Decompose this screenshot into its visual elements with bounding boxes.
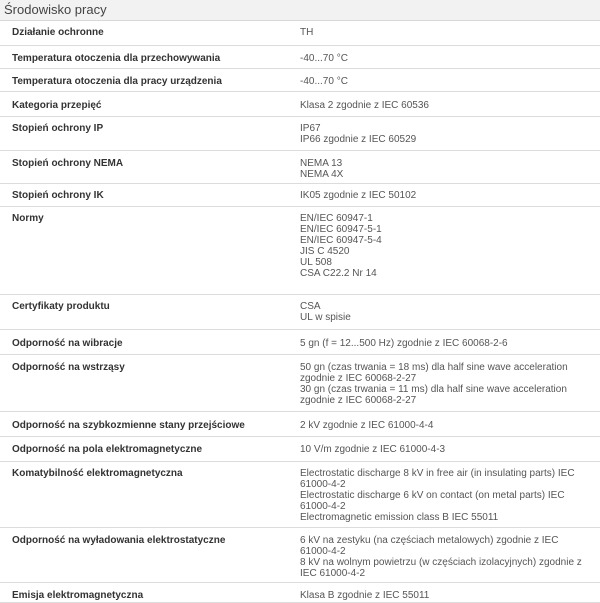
spec-value-line: UL 508: [300, 256, 332, 268]
spec-value-line: zgodnie z IEC 60068-2-27: [300, 394, 417, 406]
spec-value-line: 61000-4-2: [300, 545, 346, 557]
table-row: [0, 354, 600, 411]
spec-value: [300, 68, 600, 91]
spec-value-line: CSA C22.2 Nr 14: [300, 267, 377, 279]
spec-value: [300, 436, 600, 461]
spec-value-line: zgodnie z IEC 60068-2-27: [300, 372, 417, 384]
spec-value-line: 50 gn (czas trwania = 18 ms) dla half sine wave acceleration: [300, 361, 568, 373]
spec-value-line: UL w spisie: [300, 311, 351, 323]
table-row: [0, 411, 600, 436]
spec-value: [300, 582, 600, 602]
spec-value: [300, 527, 600, 582]
table-row: [0, 527, 600, 582]
spec-value-line: 30 gn (czas trwania = 11 ms) dla half sine wave acceleration: [300, 383, 567, 395]
spec-value-line: 61000-4-2: [300, 500, 346, 512]
table-row: [0, 116, 600, 150]
spec-value-line: EN/IEC 60947-5-4: [300, 234, 382, 246]
spec-value-line: 8 kV na wolnym powietrzu (w częściach izolacyjnych) zgodnie z: [300, 556, 582, 568]
spec-table-body: [0, 21, 600, 602]
spec-value: [300, 294, 600, 329]
spec-label: Kategoria przepięć: [12, 99, 102, 111]
spec-label: Emisja elektromagnetyczna: [12, 589, 144, 601]
spec-value-line: NEMA 4X: [300, 168, 344, 180]
table-row: [0, 183, 600, 206]
spec-label: Normy: [12, 212, 44, 224]
table-row: [0, 206, 600, 294]
spec-value-line: EN/IEC 60947-1: [300, 212, 373, 224]
table-row: [0, 582, 600, 602]
spec-label: Certyfikaty produktu: [12, 300, 110, 312]
spec-value-line: TH: [300, 27, 314, 38]
spec-label: Temperatura otoczenia dla pracy urządzenia: [12, 75, 222, 87]
spec-value-line: EN/IEC 60947-5-1: [300, 223, 382, 235]
spec-label: Temperatura otoczenia dla przechowywania: [12, 52, 221, 64]
table-row: [0, 436, 600, 461]
spec-value-line: IK05 zgodnie z IEC 50102: [300, 189, 417, 201]
spec-value-line: IEC 61000-4-2: [300, 567, 366, 579]
spec-value-line: 6 kV na zestyku (na częściach metalowych) zgodnie z IEC: [300, 534, 559, 546]
spec-value: [300, 354, 600, 411]
spec-value: [300, 91, 600, 116]
spec-label: Działanie ochronne: [12, 27, 104, 38]
spec-value: [300, 461, 600, 527]
spec-value: [300, 150, 600, 183]
spec-value: [300, 21, 600, 45]
spec-value-line: NEMA 13: [300, 157, 343, 169]
spec-value-line: CSA: [300, 300, 321, 312]
spec-label: Odporność na pola elektromagnetyczne: [12, 443, 203, 455]
spec-value-line: 10 V/m zgodnie z IEC 61000-4-3: [300, 443, 446, 455]
spec-value-line: IP67: [300, 122, 321, 134]
table-row: [0, 68, 600, 91]
spec-value-line: JIS C 4520: [300, 245, 350, 257]
spec-value-line: Electromagnetic emission class B IEC 55011: [300, 511, 499, 523]
spec-value: [300, 411, 600, 436]
spec-value-line: 61000-4-2: [300, 478, 346, 490]
spec-value-line: Klasa 2 zgodnie z IEC 60536: [300, 99, 429, 111]
spec-label: Stopień ochrony NEMA: [12, 157, 124, 169]
spec-value-line: IP66 zgodnie z IEC 60529: [300, 133, 417, 145]
table-row: [0, 461, 600, 527]
spec-value: [300, 329, 600, 354]
spec-value-line: Klasa B zgodnie z IEC 55011: [300, 589, 430, 601]
table-row: [0, 294, 600, 329]
spec-value-line: Electrostatic discharge 6 kV on contact (on metal parts) IEC: [300, 489, 565, 501]
spec-value: [300, 116, 600, 150]
table-row: [0, 91, 600, 116]
spec-label: Stopień ochrony IP: [12, 122, 104, 134]
spec-value: [300, 183, 600, 206]
spec-value-line: -40...70 °C: [300, 52, 348, 64]
spec-value-line: -40...70 °C: [300, 75, 348, 87]
spec-label: Odporność na wstrząsy: [12, 361, 125, 373]
spec-value-line: Electrostatic discharge 8 kV in free air (in insulating parts) IEC: [300, 467, 575, 479]
table-row: [0, 21, 600, 45]
spec-value-line: 5 gn (f = 12...500 Hz) zgodnie z IEC 60068-2-6: [300, 337, 508, 349]
spec-label: Odporność na wibracje: [12, 337, 123, 349]
table-row: [0, 45, 600, 68]
spec-value: [300, 206, 600, 294]
spec-label: Odporność na wyładowania elektrostatyczne: [12, 534, 226, 546]
spec-table: [0, 21, 600, 603]
spec-label: Odporność na szybkozmienne stany przejściowe: [12, 419, 245, 431]
spec-label: Stopień ochrony IK: [12, 189, 104, 201]
spec-value: [300, 45, 600, 68]
table-row: [0, 329, 600, 354]
table-row: [0, 150, 600, 183]
section-title: Środowisko pracy: [0, 0, 600, 21]
spec-value-line: 2 kV zgodnie z IEC 61000-4-4: [300, 419, 434, 431]
spec-label: Komatybilność elektromagnetyczna: [12, 467, 183, 479]
